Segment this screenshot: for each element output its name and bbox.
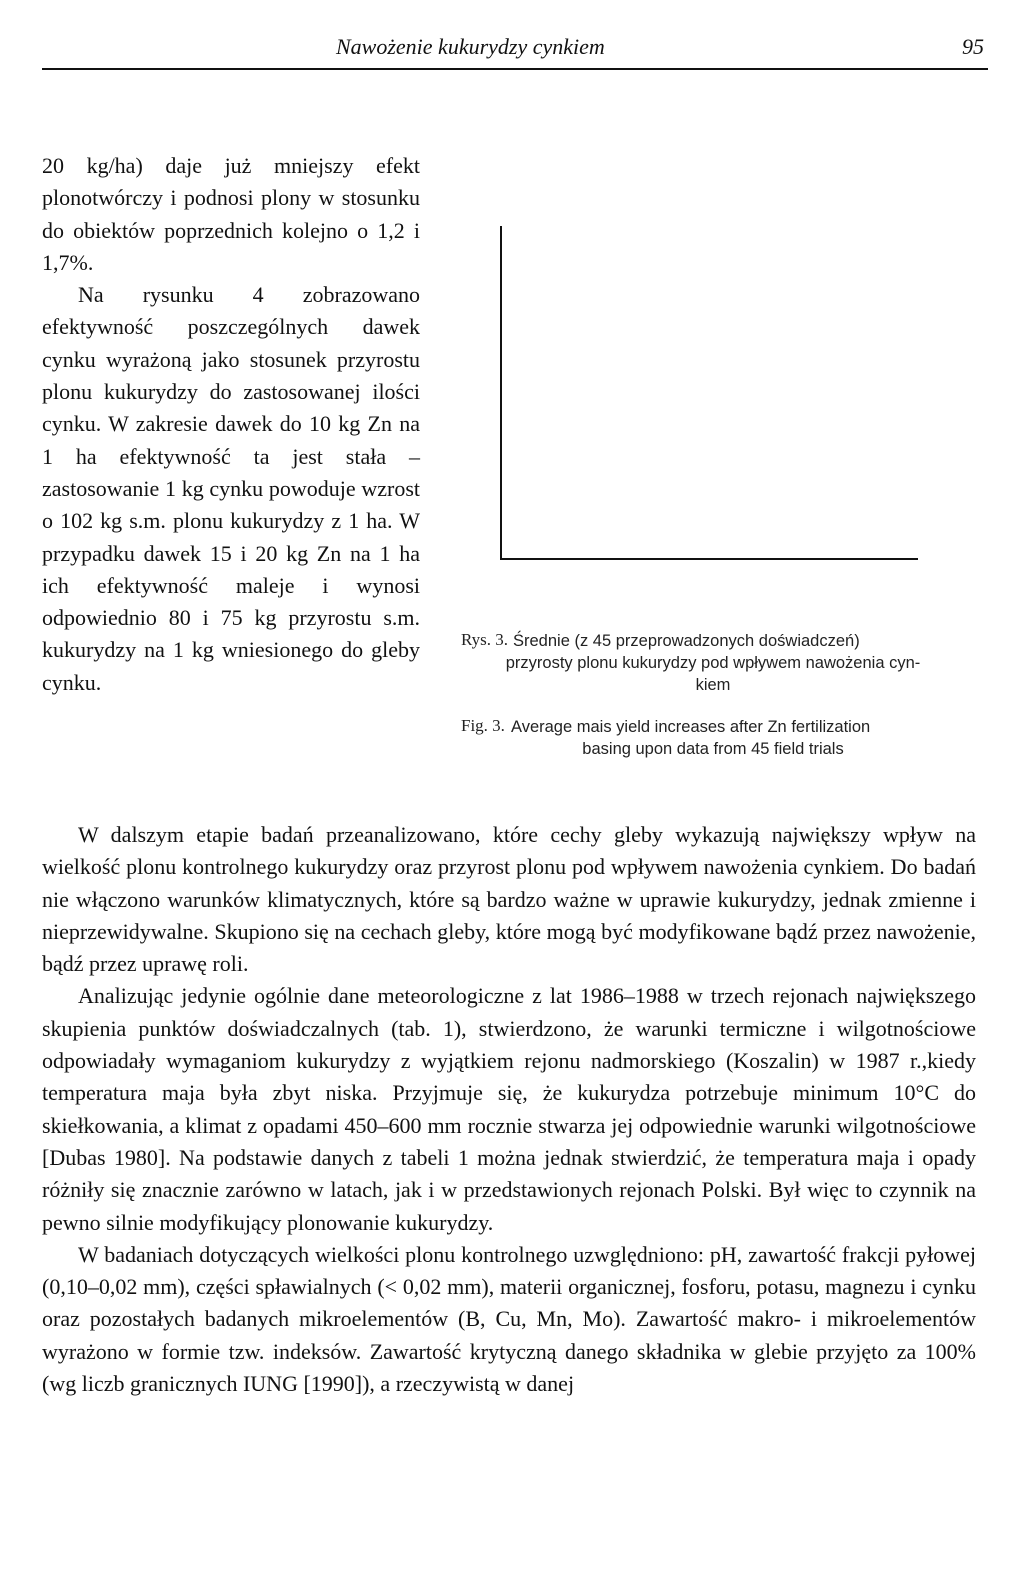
paragraph: Analizując jedynie ogólnie dane meteorologiczne z lat 1986–1988 w trzech rejonach największego skupienia punktów doświadczalnych (tab. 1), stwierdzono, że warunki termiczne i wilgotnościowe odpowiadały wymaganiom kukurydzy z wyjątkiem rejonu nadmorskiego (Koszalin) w 1987 r.,kiedy temperatura maja była zbyt niska. Przyjmuje się, że kukurydza potrzebuje minimum 10°C do skiełkowania, a klimat z opadami 450–600 mm rocznie stwarza jej odpowiednie warunki wilgotnościowe [Dubas 1980]. Na podstawie danych z tabeli 1 można jednak stwierdzić, że temperatura maja i opady różniły się znacznie zarówno w latach, jak i w przedstawionych rejonach Polski. Był więc to czynnik na pewno silnie modyfikujący plonowanie kukurydzy. [42,983,976,1235]
paragraph: 20 kg/ha) daje już mniejszy efekt plonotwórczy i podnosi plony w stosunku do obiektów poprzednich kolejno o 1,2 i 1,7%. [42,153,420,275]
caption-line: kiem [695,676,731,694]
caption-line: Average mais yield increases after Zn fertilization [511,718,871,736]
paragraph: W badaniach dotyczących wielkości plonu kontrolnego uzwględniono: pH, zawartość frakcji pyłowej (0,10–0,02 mm), części spławialnych (< 0,02 mm), materii organicznej, fosforu, potasu, magnezu i cynku oraz pozostałych badanych mikroelementów (B, Cu, Mn, Mo). Zawartość makro- i mikroelementów wyrażono w formie tzw. indeksów. Zawartość krytyczną danego składnika w glebie przyjęto za 100% (wg liczb granicznych IUNG [1990]), a rzeczywistą w danej [42,1241,976,1397]
paragraph: W dalszym etapie badań przeanalizowano, które cechy gleby wykazują największy wpływ na wielkość plonu kontrolnego kukurydzy oraz przyrost plonu pod wpływem nawożenia cynkiem. Do badań nie włączono warunków klimatycznych, które są bardzo ważne w uprawie kukurydzy, jednak zmienne i nieprzewidywalne. Skupiono się na cechach gleby, które mogą być modyfikowane bądź przez nawożenie, bądź przez uprawę roli. [42,822,976,977]
paragraph: Na rysunku 4 zobrazowano efektywność poszczególnych dawek cynku wyrażoną jako stosunek przyrostu plonu kukurydzy do zastosowanej ilości cynku. W zakresie dawek do 10 kg Zn na 1 ha efektywność ta jest stała – zastosowanie 1 kg cynku powoduje wzrost o 102 kg s.m. plonu kukurydzy z 1 ha. W przypadku dawek 15 i 20 kg Zn na 1 ha ich efektywność maleje i wynosi odpowiednio 80 i 75 kg przyrostu s.m. kukurydzy na 1 kg wniesionego do gleby cynku. [42,282,420,695]
figure-caption [443,630,983,760]
page-header [42,30,988,70]
body-text [42,819,976,1400]
caption-english [443,716,983,760]
figure-frame [500,226,918,560]
caption-label: Rys. 3. [461,630,509,649]
caption-label: Fig. 3. [461,716,505,735]
figure-y-axis [500,226,502,560]
page-number: 95 [962,34,984,59]
caption-line: basing upon data from 45 field trials [582,740,844,758]
caption-line: Średnie (z 45 przeprowadzonych doświadczeń) [513,632,860,650]
caption-line: przyrosty plonu kukurydzy pod wpływem nawożenia cyn- [505,654,921,672]
running-title: Nawożenie kukurydzy cynkiem [336,34,605,59]
figure-x-axis [500,558,918,560]
left-column [42,150,420,699]
caption-polish [443,630,983,696]
